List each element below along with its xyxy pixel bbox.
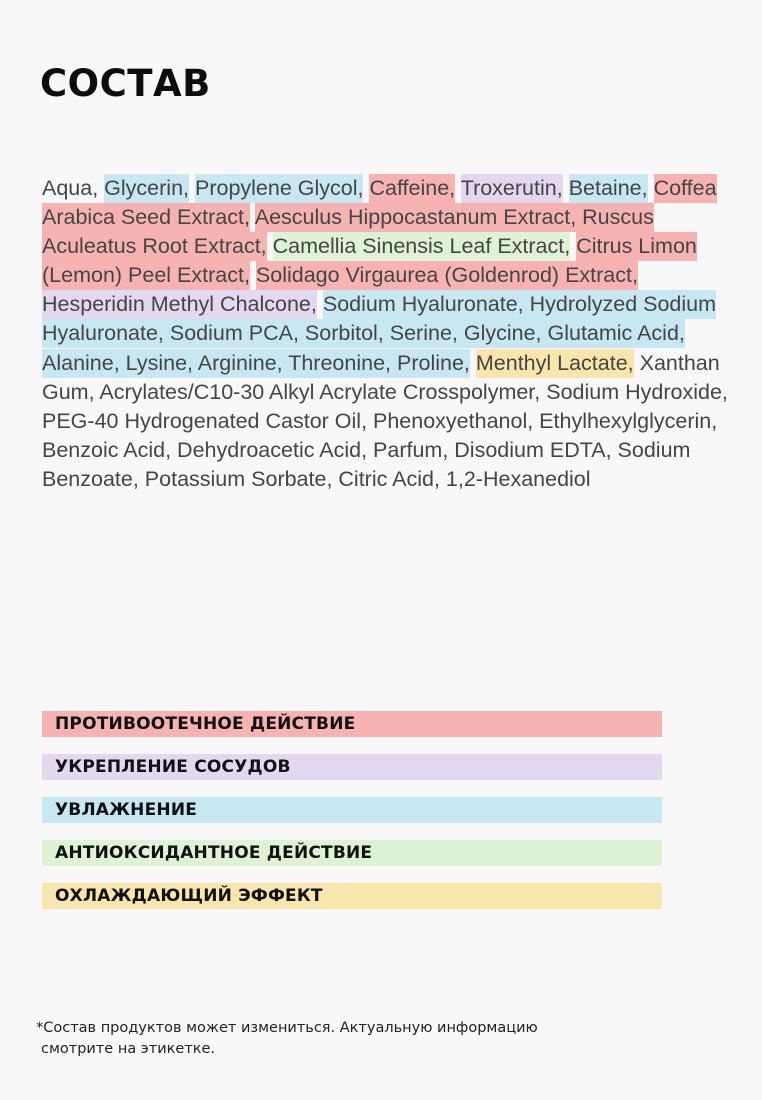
footnote-line-2: смотрите на этикетке. — [41, 1041, 216, 1057]
legend-label: ПРОТИВООТЕЧНОЕ ДЕЙСТВИЕ — [55, 714, 356, 734]
page-title: СОСТАВ — [40, 62, 211, 105]
ingredient-none: Xanthan Gum, Acrylates/C10-30 Alkyl Acrylate Crosspolymer, Sodium Hydroxide, PEG-40 Hydrogenated Castor Oil, Phenoxyethanol, Ethylhexylglycerin, Benzoic Acid, Dehydroacetic Acid, Parfum, Disodium EDTA, Sodium Benzoate, Potassium Sorbate, Citric Acid, 1,2-Hexanediol — [42, 350, 728, 491]
ingredient-green: Camellia Sinensis Leaf Extract, — [273, 232, 571, 261]
ingredient-blue: Betaine, — [569, 174, 648, 203]
legend-item-blue — [42, 797, 662, 823]
ingredients-list — [42, 174, 732, 494]
ingredient-red: Caffeine, — [369, 174, 455, 203]
ingredient-blue: Propylene Glycol, — [195, 174, 364, 203]
ingredient-blue: Sodium Hyaluronate, Hydrolyzed Sodium Hyaluronate, Sodium PCA, Sorbitol, Serine, Glycine, Glutamic Acid, Alanine, Lysine, Arginine, Threonine, Proline, — [42, 290, 716, 377]
legend-item-yellow — [42, 883, 662, 909]
legend-label: АНТИОКСИДАНТНОЕ ДЕЙСТВИЕ — [55, 843, 373, 863]
ingredient-yellow: Menthyl Lactate, — [476, 349, 634, 378]
ingredient-red: Citrus Limon (Lemon) Peel Extract, — [42, 232, 697, 290]
legend-label: УКРЕПЛЕНИЕ СОСУДОВ — [55, 757, 291, 777]
ingredient-red: Aesculus Hippocastanum Extract, Ruscus Aculeatus Root Extract, — [42, 203, 654, 261]
ingredient-red: Coffea Arabica Seed Extract, — [42, 174, 717, 232]
ingredient-blue: Glycerin, — [104, 174, 189, 203]
legend — [42, 711, 662, 926]
ingredient-red: Solidago Virgaurea (Goldenrod) Extract, — [256, 261, 638, 290]
legend-item-purple — [42, 754, 662, 780]
ingredient-purple: Troxerutin, — [461, 174, 563, 203]
footnote — [36, 1018, 596, 1060]
ingredient-purple: Hesperidin Methyl Chalcone, — [42, 290, 317, 319]
legend-item-red — [42, 711, 662, 737]
legend-item-green — [42, 840, 662, 866]
ingredient-none: Aqua, — [42, 176, 99, 200]
legend-label: УВЛАЖНЕНИЕ — [55, 800, 198, 820]
legend-label: ОХЛАЖДАЮЩИЙ ЭФФЕКТ — [55, 886, 323, 906]
footnote-line-1: *Состав продуктов может измениться. Актуальную информацию — [36, 1020, 538, 1036]
